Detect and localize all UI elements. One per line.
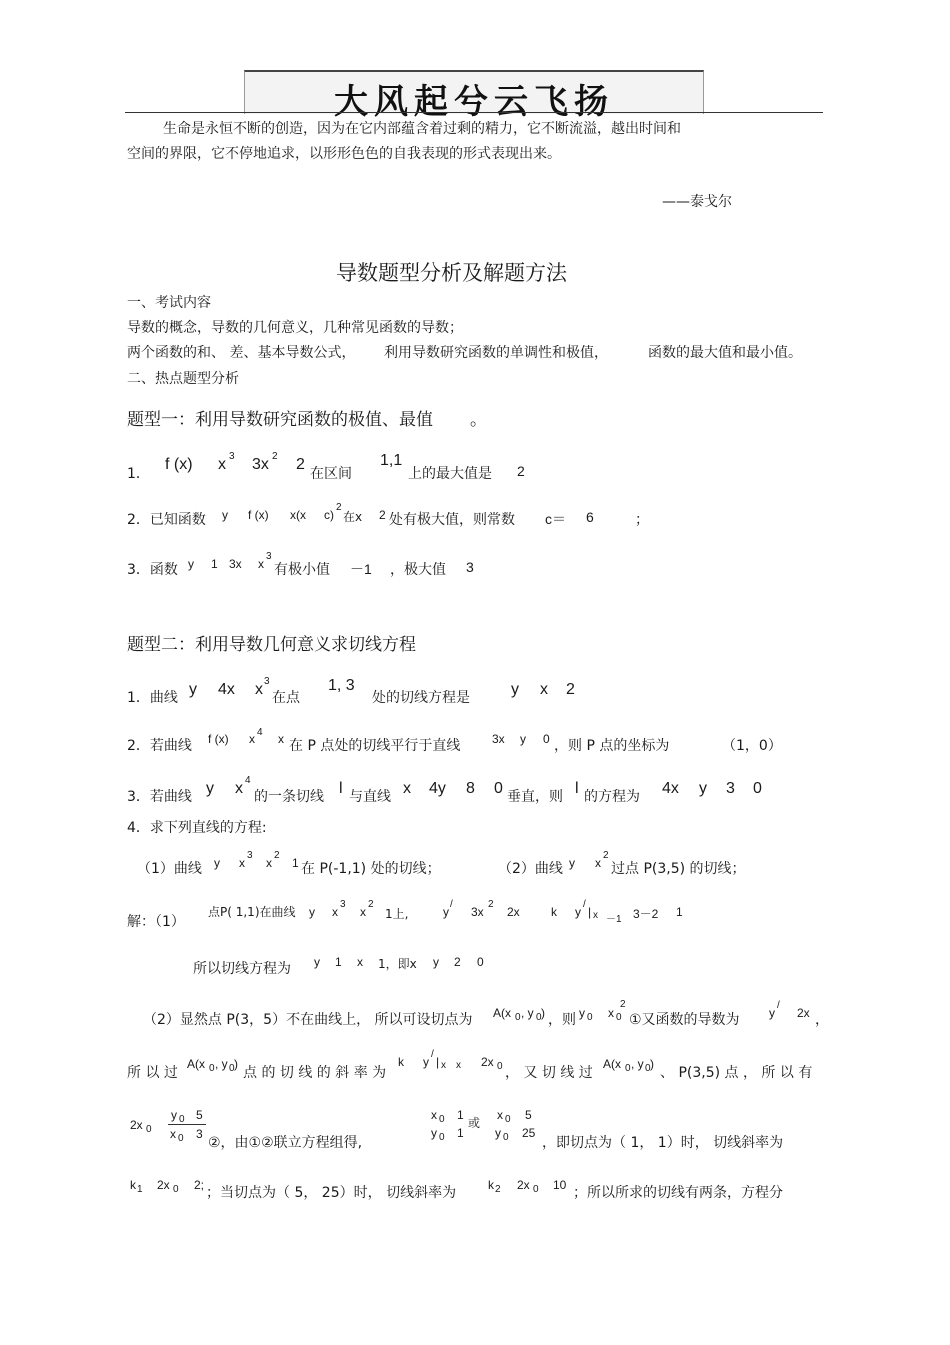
epigraph-line-1: 生命是永恒不断的创造，因为在它内部蕴含着过剩的精力，它不断流溢，越出时间和 [163,121,681,137]
section-1-heading: 一、考试内容 [127,295,211,311]
document-title: 导数题型分析及解题方法 [336,261,567,285]
section-1-line-1: 导数的概念，导数的几何意义，几种常见函数的导数； [127,320,463,336]
section-1-line-2a: 两个函数的和、 差、基本导数公式， [127,345,356,361]
type-2-heading: 题型二：利用导数几何意义求切线方程 [127,635,416,655]
banner-calligraphy: 大风起兮云飞扬 [334,82,614,122]
fraction-bar [168,1124,206,1125]
epigraph-author: ——泰戈尔 [662,194,732,210]
type-1-heading-end: 。 [470,410,487,430]
section-1-line-2b: 利用导数研究函数的单调性和极值， [384,345,608,361]
header-banner [244,70,704,122]
type-1-heading: 题型一：利用导数研究函数的极值、最值 [127,410,433,430]
section-2-heading: 二、热点题型分析 [127,371,239,387]
type2-question-4: 4．求下列直线的方程: [127,820,267,836]
epigraph-line-2: 空间的界限，它不停地追求，以形形色色的自我表现的形式表现出来。 [127,146,561,162]
section-1-line-2c: 函数的最大值和最小值。 [648,345,802,361]
header-rule [125,112,823,113]
